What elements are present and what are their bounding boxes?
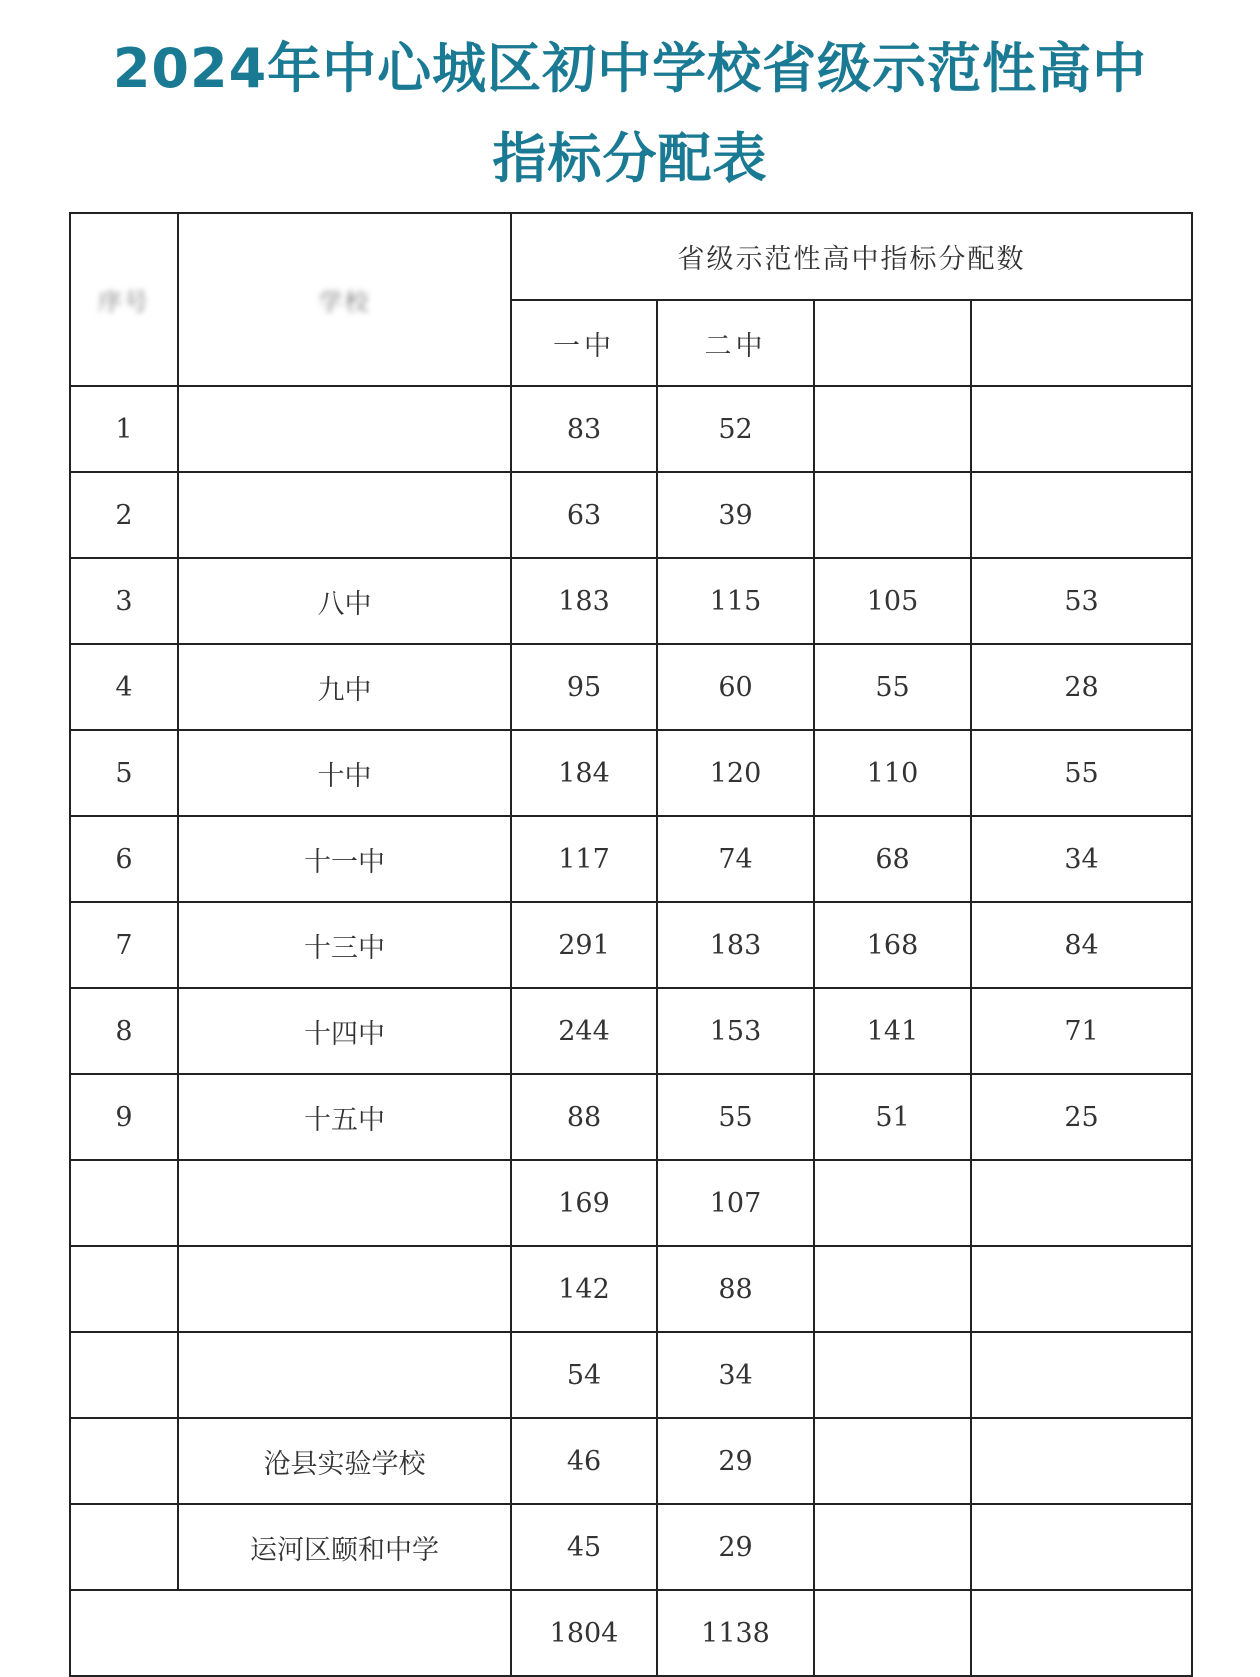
cell-c1: 88 (511, 1074, 657, 1160)
cell-school: 十四中 (178, 988, 511, 1074)
header-number-cell: 序号 (70, 213, 178, 386)
cell-no (70, 1504, 178, 1590)
cell-c1: 291 (511, 902, 657, 988)
cell-no (70, 1418, 178, 1504)
table-row (70, 988, 1192, 1074)
cell-no: 5 (70, 730, 178, 816)
cell-c2: 52 (657, 386, 814, 472)
cell-school (178, 386, 511, 472)
cell-c3 (814, 1332, 971, 1418)
cell-c4: 28 (971, 644, 1192, 730)
cell-no: 7 (70, 902, 178, 988)
cell-c1: 169 (511, 1160, 657, 1246)
cell-c2: 60 (657, 644, 814, 730)
cell-school (178, 1246, 511, 1332)
table-row (70, 1504, 1192, 1590)
cell-school: 十五中 (178, 1074, 511, 1160)
column-header-2: 二中 (657, 300, 814, 386)
total-label-cell (70, 1590, 511, 1676)
table-row (70, 1418, 1192, 1504)
cell-c3 (814, 1160, 971, 1246)
group-header: 省级示范性高中指标分配数 (511, 213, 1192, 300)
cell-school: 运河区颐和中学 (178, 1504, 511, 1590)
cell-no (70, 1160, 178, 1246)
cell-c4 (971, 1504, 1192, 1590)
cell-c4 (971, 1160, 1192, 1246)
column-header-1: 一中 (511, 300, 657, 386)
total-c3 (814, 1590, 971, 1676)
cell-c1: 183 (511, 558, 657, 644)
cell-c4 (971, 1246, 1192, 1332)
cell-c1: 117 (511, 816, 657, 902)
cell-c3 (814, 472, 971, 558)
column-header-3 (814, 300, 971, 386)
cell-no (70, 1332, 178, 1418)
table-row (70, 558, 1192, 644)
page-subtitle: 指标分配表 (492, 127, 768, 190)
cell-c1: 46 (511, 1418, 657, 1504)
table-row (70, 386, 1192, 472)
total-row (70, 1590, 1192, 1676)
cell-no: 2 (70, 472, 178, 558)
cell-no: 8 (70, 988, 178, 1074)
cell-no: 6 (70, 816, 178, 902)
cell-school: 沧县实验学校 (178, 1418, 511, 1504)
cell-c2: 29 (657, 1418, 814, 1504)
cell-school: 十一中 (178, 816, 511, 902)
cell-c2: 55 (657, 1074, 814, 1160)
cell-c3: 110 (814, 730, 971, 816)
cell-c2: 115 (657, 558, 814, 644)
cell-school: 九中 (178, 644, 511, 730)
table-row (70, 902, 1192, 988)
table-row (70, 1160, 1192, 1246)
page-title: 2024年中心城区初中学校省级示范性高中 (112, 37, 1148, 100)
cell-c1: 45 (511, 1504, 657, 1590)
cell-c4: 53 (971, 558, 1192, 644)
cell-c3: 51 (814, 1074, 971, 1160)
table-row (70, 730, 1192, 816)
column-header-4 (971, 300, 1192, 386)
cell-no: 3 (70, 558, 178, 644)
table-row (70, 816, 1192, 902)
cell-c3 (814, 1246, 971, 1332)
cell-no (70, 1246, 178, 1332)
cell-c3 (814, 1418, 971, 1504)
cell-school: 八中 (178, 558, 511, 644)
total-c4 (971, 1590, 1192, 1676)
cell-c4: 55 (971, 730, 1192, 816)
cell-c2: 74 (657, 816, 814, 902)
cell-c1: 63 (511, 472, 657, 558)
total-c1: 1804 (511, 1590, 657, 1676)
cell-school (178, 1332, 511, 1418)
cell-c4: 34 (971, 816, 1192, 902)
cell-c4 (971, 386, 1192, 472)
table-row (70, 1246, 1192, 1332)
cell-school: 十中 (178, 730, 511, 816)
cell-c1: 54 (511, 1332, 657, 1418)
header-school-cell: 学校 (178, 213, 511, 386)
cell-no: 4 (70, 644, 178, 730)
cell-c3: 105 (814, 558, 971, 644)
cell-c4 (971, 472, 1192, 558)
cell-c4: 84 (971, 902, 1192, 988)
cell-c4: 71 (971, 988, 1192, 1074)
cell-c3: 168 (814, 902, 971, 988)
cell-c1: 142 (511, 1246, 657, 1332)
cell-c3 (814, 1504, 971, 1590)
cell-c2: 153 (657, 988, 814, 1074)
cell-c2: 39 (657, 472, 814, 558)
cell-c1: 184 (511, 730, 657, 816)
cell-c2: 183 (657, 902, 814, 988)
cell-c2: 34 (657, 1332, 814, 1418)
cell-c3: 55 (814, 644, 971, 730)
cell-c2: 107 (657, 1160, 814, 1246)
cell-c2: 120 (657, 730, 814, 816)
cell-no: 9 (70, 1074, 178, 1160)
table-row (70, 644, 1192, 730)
cell-no: 1 (70, 386, 178, 472)
cell-c3: 141 (814, 988, 971, 1074)
cell-c4 (971, 1418, 1192, 1504)
cell-c2: 29 (657, 1504, 814, 1590)
cell-c1: 95 (511, 644, 657, 730)
table-row (70, 1074, 1192, 1160)
cell-c3: 68 (814, 816, 971, 902)
cell-c1: 83 (511, 386, 657, 472)
cell-school (178, 472, 511, 558)
allocation-table (69, 212, 1193, 1677)
total-c2: 1138 (657, 1590, 814, 1676)
table-row (70, 1332, 1192, 1418)
cell-school: 十三中 (178, 902, 511, 988)
cell-c3 (814, 386, 971, 472)
cell-c2: 88 (657, 1246, 814, 1332)
table-row (70, 472, 1192, 558)
cell-c1: 244 (511, 988, 657, 1074)
cell-c4: 25 (971, 1074, 1192, 1160)
cell-school (178, 1160, 511, 1246)
cell-c4 (971, 1332, 1192, 1418)
